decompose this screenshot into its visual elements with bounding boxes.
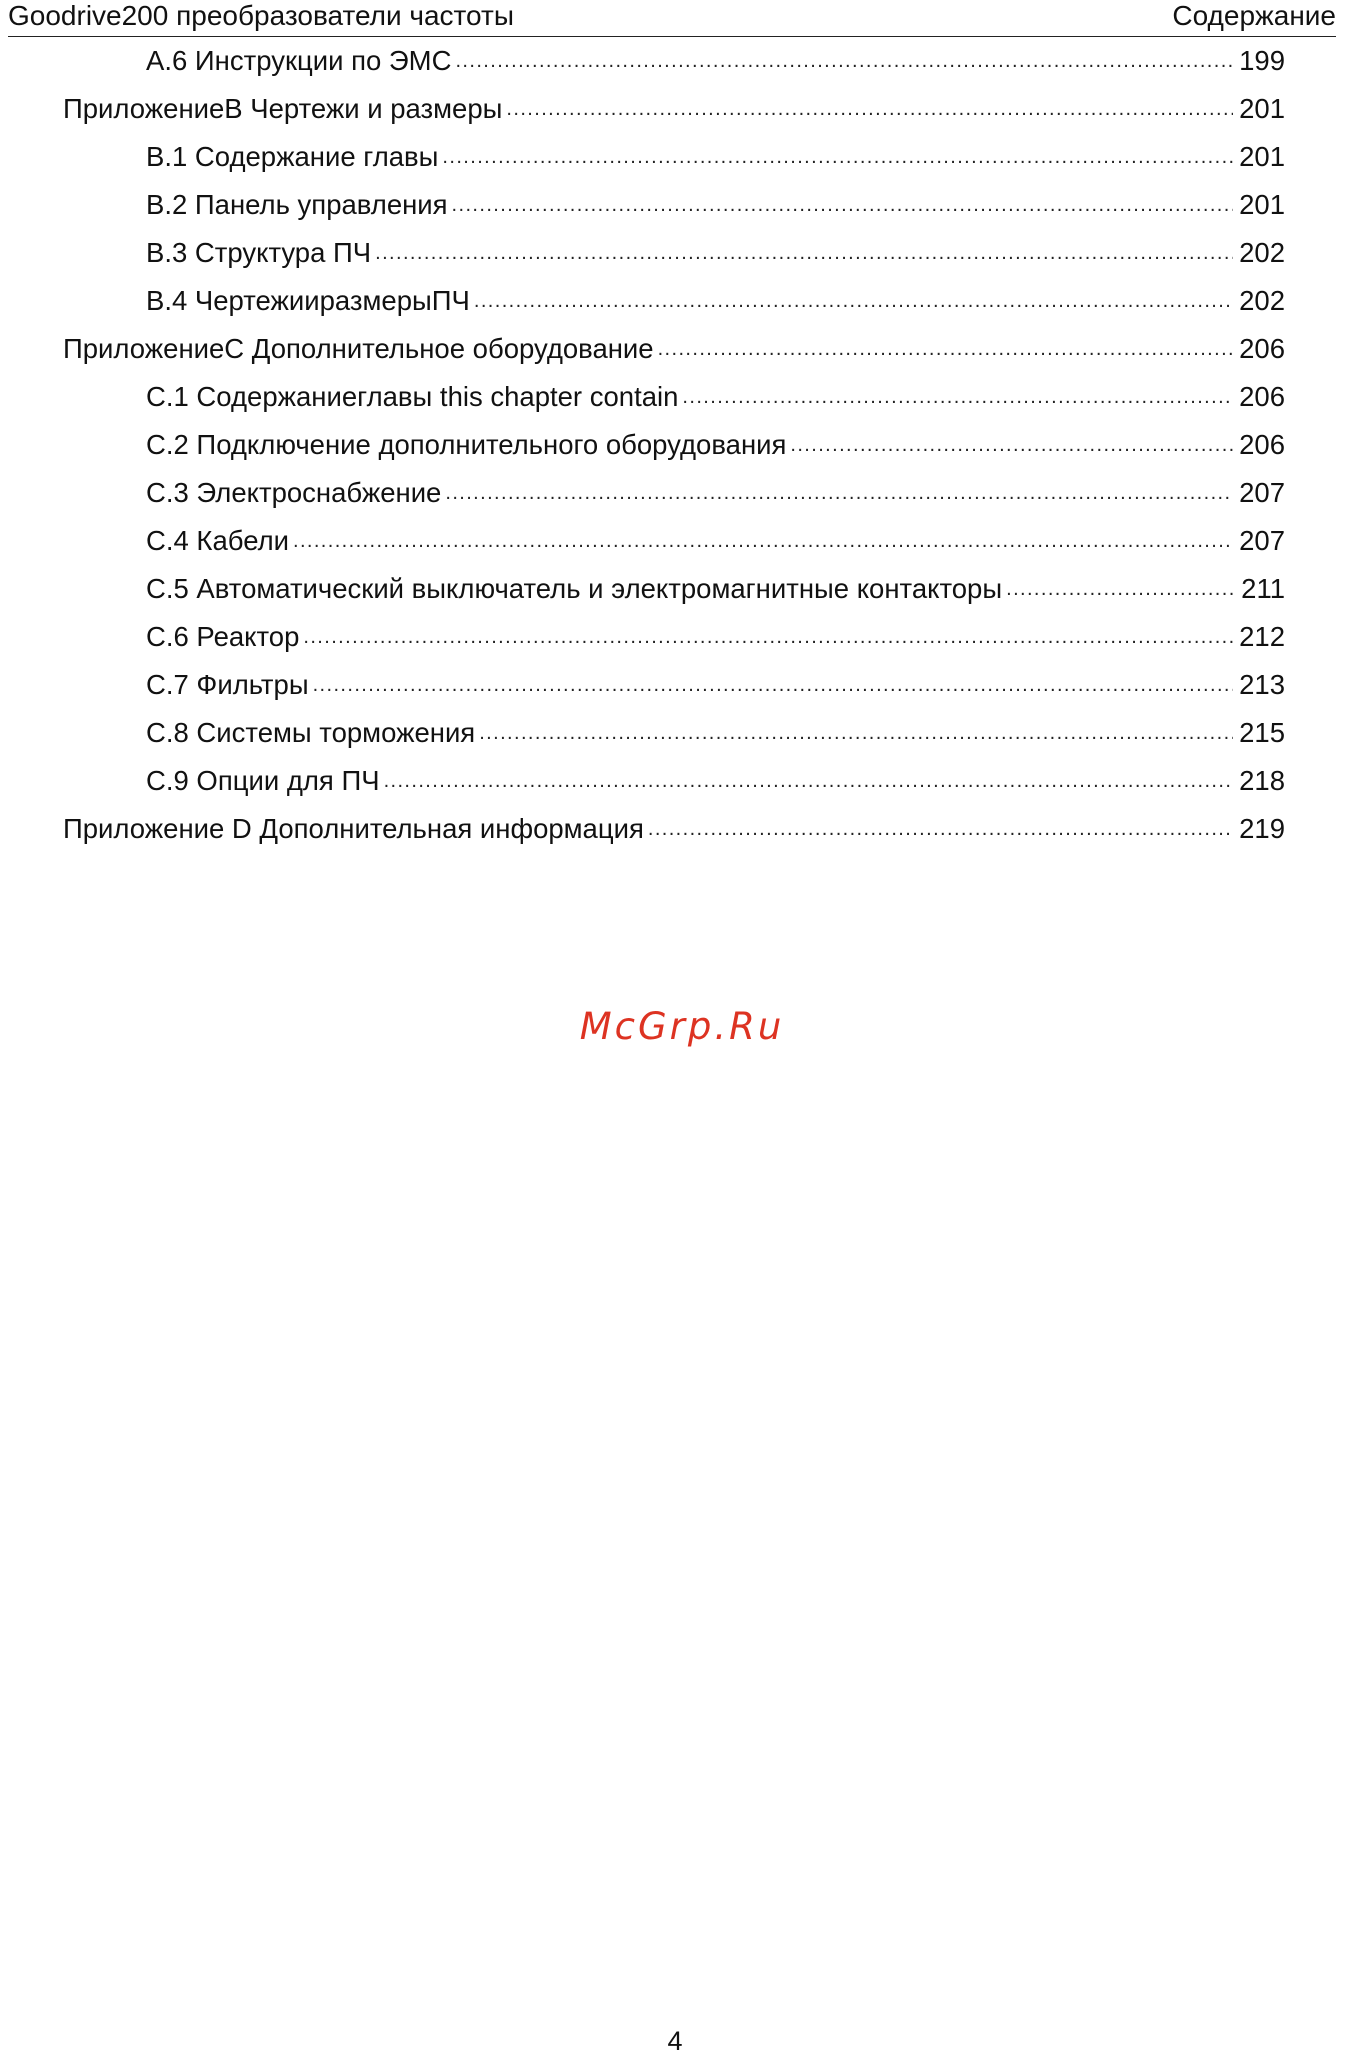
toc-entry[interactable] (146, 278, 1285, 318)
toc-entry-page: 201 (1239, 93, 1285, 124)
toc-entry-page: 206 (1239, 381, 1285, 412)
toc-entry-title: B.4 ЧертежииразмерыПЧ (146, 285, 470, 316)
toc-entry-page: 201 (1239, 141, 1285, 172)
toc-entry-page: 219 (1239, 813, 1285, 844)
toc-entry[interactable] (146, 134, 1285, 174)
toc-entry-page: 212 (1239, 621, 1285, 652)
toc-leader-dots (384, 764, 1234, 798)
toc-entry-page: 211 (1241, 573, 1285, 604)
toc-entry-title: C.4 Кабели (146, 525, 289, 556)
toc-entry[interactable] (146, 182, 1285, 222)
page-number: 4 (667, 2026, 683, 2056)
toc-leader-dots (375, 236, 1233, 270)
toc-entry-title: Приложение D Дополнительная информация (63, 813, 644, 844)
toc-entry-page: 201 (1239, 189, 1285, 220)
toc-entry-title: C.2 Подключение дополнительного оборудования (146, 429, 787, 460)
toc-entry[interactable] (146, 230, 1285, 270)
toc-leader-dots (1006, 572, 1235, 606)
toc-leader-dots (293, 524, 1233, 558)
toc-leader-dots (474, 284, 1233, 318)
toc-entry[interactable] (146, 38, 1285, 78)
section-title: Содержание (1172, 0, 1336, 31)
toc-entry-title: B.3 Структура ПЧ (146, 237, 372, 268)
toc-leader-dots (303, 620, 1233, 654)
toc-entry-page: 206 (1239, 429, 1285, 460)
toc-leader-dots (790, 428, 1233, 462)
toc-entry-page: 202 (1239, 237, 1285, 268)
document-title: Goodrive200 преобразователи частоты (8, 0, 514, 31)
toc-entry-page: 202 (1239, 285, 1285, 316)
toc-leader-dots (658, 332, 1234, 366)
toc-leader-dots (313, 668, 1234, 702)
toc-entry-title: ПриложениеC Дополнительное оборудование (63, 333, 654, 364)
toc-entry-title: C.7 Фильтры (146, 669, 309, 700)
toc-entry[interactable] (146, 470, 1285, 510)
toc-entry-title: C.8 Системы торможения (146, 717, 476, 748)
toc-entry-page: 199 (1239, 45, 1285, 76)
toc-entry-page: 215 (1239, 717, 1285, 748)
toc-entry-page: 207 (1239, 477, 1285, 508)
toc-entry-page: 218 (1239, 765, 1285, 796)
toc-leader-dots (442, 140, 1233, 174)
toc-entry[interactable] (146, 374, 1285, 414)
toc-entry[interactable] (146, 662, 1285, 702)
toc-entry-title: C.5 Автоматический выключатель и электромагнитные контакторы (146, 573, 1003, 604)
toc-entry-title: A.6 Инструкции по ЭМС (146, 45, 452, 76)
toc-entry-page: 213 (1239, 669, 1285, 700)
toc-entry[interactable] (63, 806, 1285, 846)
toc-entry-page: 206 (1239, 333, 1285, 364)
toc-entry[interactable] (63, 326, 1285, 366)
toc-entry[interactable] (63, 86, 1285, 126)
toc-entry-page: 207 (1239, 525, 1285, 556)
toc-leader-dots (506, 92, 1233, 126)
toc-leader-dots (445, 476, 1233, 510)
toc-leader-dots (479, 716, 1233, 750)
toc-entry-title: C.6 Реактор (146, 621, 300, 652)
page-header (8, 0, 1336, 37)
toc-entry[interactable] (146, 422, 1285, 462)
toc-entry[interactable] (146, 614, 1285, 654)
toc-entry-title: ПриложениеB Чертежи и размеры (63, 93, 503, 124)
toc-entry[interactable] (146, 566, 1285, 606)
toc-leader-dots (682, 380, 1233, 414)
toc-entry-title: C.1 Содержаниеглавы this chapter contain (146, 381, 679, 412)
toc-entry-title: C.9 Опции для ПЧ (146, 765, 380, 796)
toc-entry[interactable] (146, 710, 1285, 750)
toc-entry[interactable] (146, 518, 1285, 558)
watermark: McGrp.Ru (579, 1005, 785, 1048)
toc-leader-dots (648, 812, 1233, 846)
toc-leader-dots (455, 44, 1233, 78)
toc-entry-title: B.1 Содержание главы (146, 141, 439, 172)
toc-entry-title: C.3 Электроснабжение (146, 477, 442, 508)
toc-entry[interactable] (146, 758, 1285, 798)
toc-leader-dots (452, 188, 1234, 222)
toc-entry-title: B.2 Панель управления (146, 189, 448, 220)
